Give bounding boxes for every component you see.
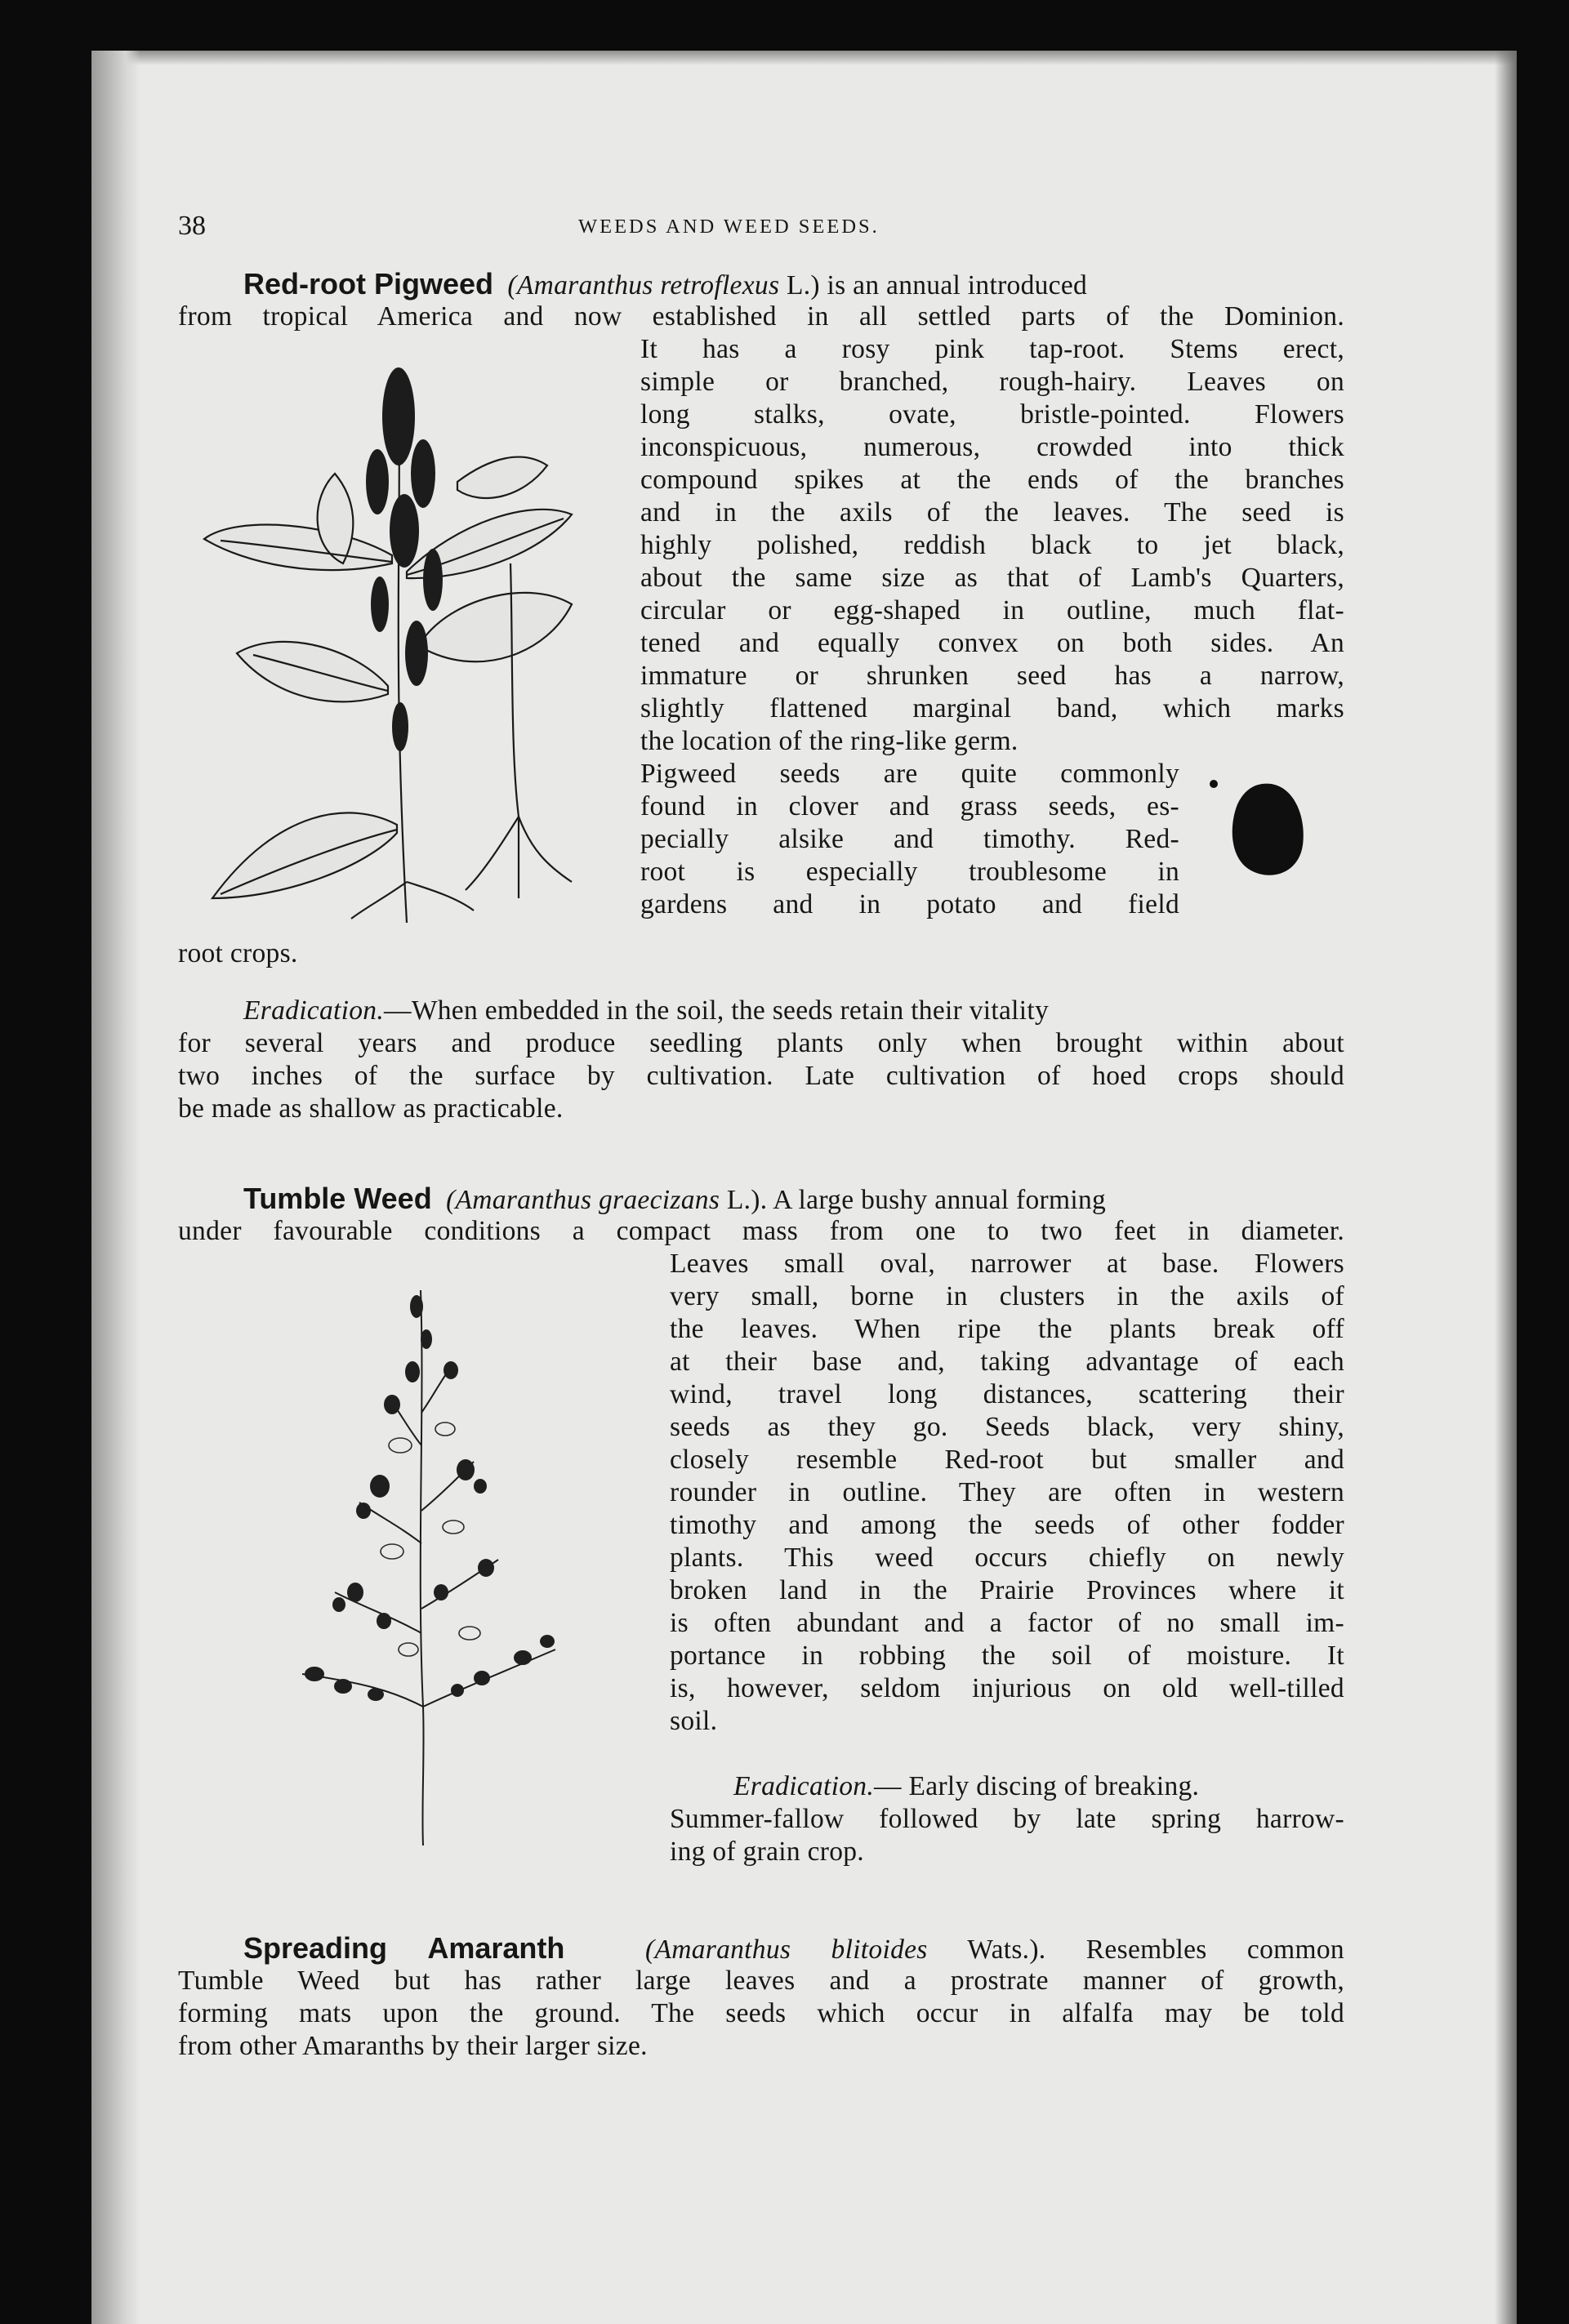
entry-title: Tumble Weed — [243, 1182, 432, 1215]
text-line: ing of grain crop. — [670, 1836, 864, 1867]
eradication-label: Eradication. — [243, 995, 385, 1026]
text-line: under favourable conditions a compact mass from one to two feet in diameter. — [178, 1216, 1344, 1246]
text-line: It has a rosy pink tap-root. Stems erect, — [640, 334, 1344, 364]
text-line: immature or shrunken seed has a narrow, — [640, 661, 1344, 691]
text-line: Pigweed seeds are quite commonly — [640, 759, 1179, 789]
text-line: Summer-fallow followed by late spring harrow- — [670, 1804, 1344, 1834]
entry-title: Spreading Amaranth — [243, 1931, 565, 1965]
eradication-label: Eradication. — [733, 1771, 875, 1801]
text-line: closely resemble Red-root but smaller and — [670, 1445, 1344, 1475]
text-line: is often abundant and a factor of no small im- — [670, 1608, 1344, 1638]
text-line: Tumble Weed but has rather large leaves and a prostrate manner of growth, — [178, 1966, 1344, 1996]
eradication-line: Eradication.—When embedded in the soil, the seeds retain their vitality — [243, 995, 1050, 1026]
text-line: forming mats upon the ground. The seeds which occur in alfalfa may be told — [178, 1998, 1344, 2028]
tumble-weed-drawing — [278, 1282, 572, 1854]
entry-title: Red-root Pigweed — [243, 267, 494, 301]
text-line: very small, borne in clusters in the axils of — [670, 1281, 1344, 1311]
page-shadow-top — [91, 51, 1517, 65]
scientific-name: (Amaranthus retroflexus L.) is an annual introduced — [507, 270, 1088, 301]
text-line: plants. This weed occurs chiefly on newly — [670, 1543, 1344, 1573]
entry-heading-line — [243, 268, 1344, 302]
text-line: be made as shallow as practicable. — [178, 1093, 564, 1124]
text-line: inconspicuous, numerous, crowded into thick — [640, 432, 1344, 462]
text-line: about the same size as that of Lamb's Quarters, — [640, 563, 1344, 593]
text-line: pecially alsike and timothy. Red- — [640, 824, 1179, 854]
text-line: from tropical America and now established in all settled parts of the Dominion. — [178, 301, 1344, 332]
text-line: found in clover and grass seeds, es- — [640, 791, 1179, 821]
page-number: 38 — [178, 211, 206, 241]
running-head: WEEDS AND WEED SEEDS. — [578, 216, 880, 238]
text-line: Leaves small oval, narrower at base. Flowers — [670, 1249, 1344, 1279]
entry-heading-line — [243, 1932, 1344, 1966]
text-line: rounder in outline. They are often in western — [670, 1477, 1344, 1507]
page-gutter-shadow — [91, 51, 140, 2324]
scientific-name: (Amaranthus blitoides Wats.). Resembles common — [644, 1934, 1344, 1965]
section-spreading-amaranth — [178, 1932, 1344, 2063]
text-line: compound spikes at the ends of the branches — [640, 465, 1344, 495]
text-line: at their base and, taking advantage of each — [670, 1347, 1344, 1377]
text-line: soil. — [670, 1706, 718, 1736]
text-line: is, however, seldom injurious on old well-tilled — [670, 1673, 1344, 1703]
text-line: root is especially troublesome in — [640, 857, 1179, 887]
eradication-line: Eradication.— Early discing of breaking. — [733, 1771, 1200, 1801]
text-line: circular or egg-shaped in outline, much flat- — [640, 595, 1344, 626]
scientific-name: (Amaranthus graecizans L.). A large bushy annual forming — [446, 1185, 1107, 1215]
text-line: portance in robbing the soil of moisture. It — [670, 1641, 1344, 1671]
text-line: the location of the ring-like germ. — [640, 726, 1019, 756]
text-line: and in the axils of the leaves. The seed is — [640, 497, 1344, 528]
text-line: from other Amaranths by their larger size. — [178, 2031, 648, 2061]
text-line: long stalks, ovate, bristle-pointed. Flowers — [640, 399, 1344, 430]
text-line: the leaves. When ripe the plants break off — [670, 1314, 1344, 1344]
page-edge-shadow — [1495, 51, 1517, 2324]
red-root-pigweed-drawing — [188, 359, 596, 923]
text-line: gardens and in potato and field — [640, 889, 1179, 919]
entry-heading-line — [243, 1182, 1344, 1217]
text-line: two inches of the surface by cultivation. Late cultivation of hoed crops should — [178, 1061, 1344, 1091]
text-line: slightly flattened marginal band, which marks — [640, 693, 1344, 723]
pigweed-seed-drawing — [1201, 768, 1323, 890]
text-line: wind, travel long distances, scattering their — [670, 1379, 1344, 1409]
text-line: tened and equally convex on both sides. An — [640, 628, 1344, 658]
text-line: for several years and produce seedling plants only when brought within about — [178, 1028, 1344, 1058]
text-line: highly polished, reddish black to jet black, — [640, 530, 1344, 560]
text-line: timothy and among the seeds of other fodder — [670, 1510, 1344, 1540]
text-line: broken land in the Prairie Provinces where it — [670, 1575, 1344, 1605]
text-line: root crops. — [178, 938, 298, 968]
text-line: simple or branched, rough-hairy. Leaves on — [640, 367, 1344, 397]
text-line: seeds as they go. Seeds black, very shiny, — [670, 1412, 1344, 1442]
